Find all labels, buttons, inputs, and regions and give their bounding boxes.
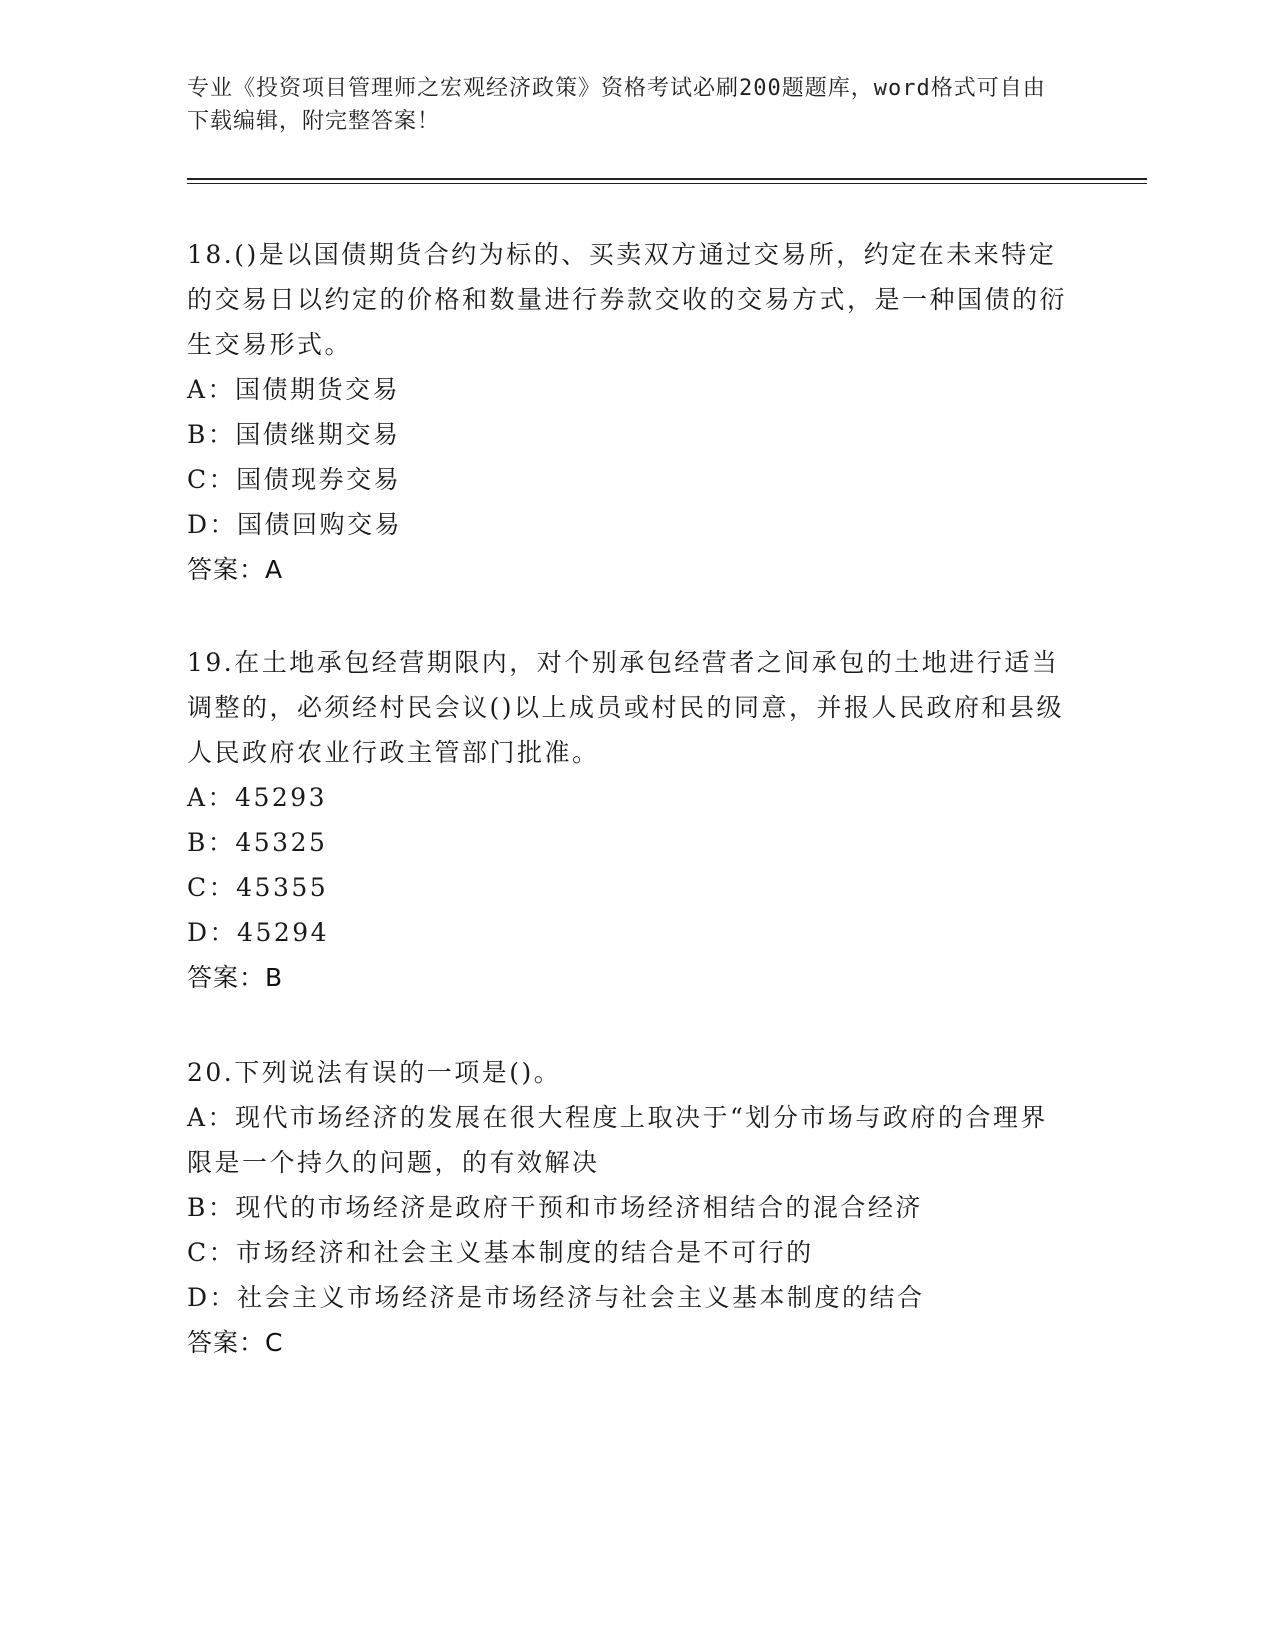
option-d: D：45294 (187, 918, 330, 947)
option-a: A：国债期货交易 (187, 375, 401, 404)
option-c: C：市场经济和社会主义基本制度的结合是不可行的 (187, 1238, 814, 1267)
question-stem: 20.下列说法有误的一项是()。 (187, 1058, 562, 1087)
option-c: C：45355 (187, 873, 329, 902)
question-stem: 19.在土地承包经营期限内，对个别承包经营者之间承包的土地进行适当调整的，必须经村民会议()以上成员或村民的同意，并报人民政府和县级人民政府农业行政主管部门批准。 (187, 648, 1065, 767)
question-19 (187, 640, 1067, 1000)
option-c: C：国债现券交易 (187, 465, 402, 494)
header-divider-thick (187, 178, 1147, 180)
option-d: D：社会主义市场经济是市场经济与社会主义基本制度的结合 (187, 1283, 925, 1312)
question-20 (187, 1050, 1067, 1365)
option-b: B：国债继期交易 (187, 420, 401, 449)
question-stem: 18.()是以国债期货合约为标的、买卖双方通过交易所，约定在未来特定的交易日以约定的价格和数量进行券款交收的交易方式，是一种国债的衍生交易形式。 (187, 240, 1068, 359)
option-a: A：45293 (187, 783, 328, 812)
question-18 (187, 232, 1067, 592)
answer-label: 答案：A (187, 555, 284, 584)
option-d: D：国债回购交易 (187, 510, 403, 539)
document-page (187, 0, 1147, 1650)
option-b: B：现代的市场经济是政府干预和市场经济相结合的混合经济 (187, 1193, 923, 1222)
answer-label: 答案：B (187, 963, 284, 992)
document-header: 专业《投资项目管理师之宏观经济政策》资格考试必刷200题题库，word格式可自由下载编辑，附完整答案！ (187, 76, 1046, 134)
option-a: A：现代市场经济的发展在很大程度上取决于“划分市场与政府的合理界限是一个持久的问题，的有效解决 (187, 1103, 1048, 1177)
header-divider-thin (187, 183, 1147, 184)
option-b: B：45325 (187, 828, 328, 857)
answer-label: 答案：C (187, 1328, 284, 1357)
